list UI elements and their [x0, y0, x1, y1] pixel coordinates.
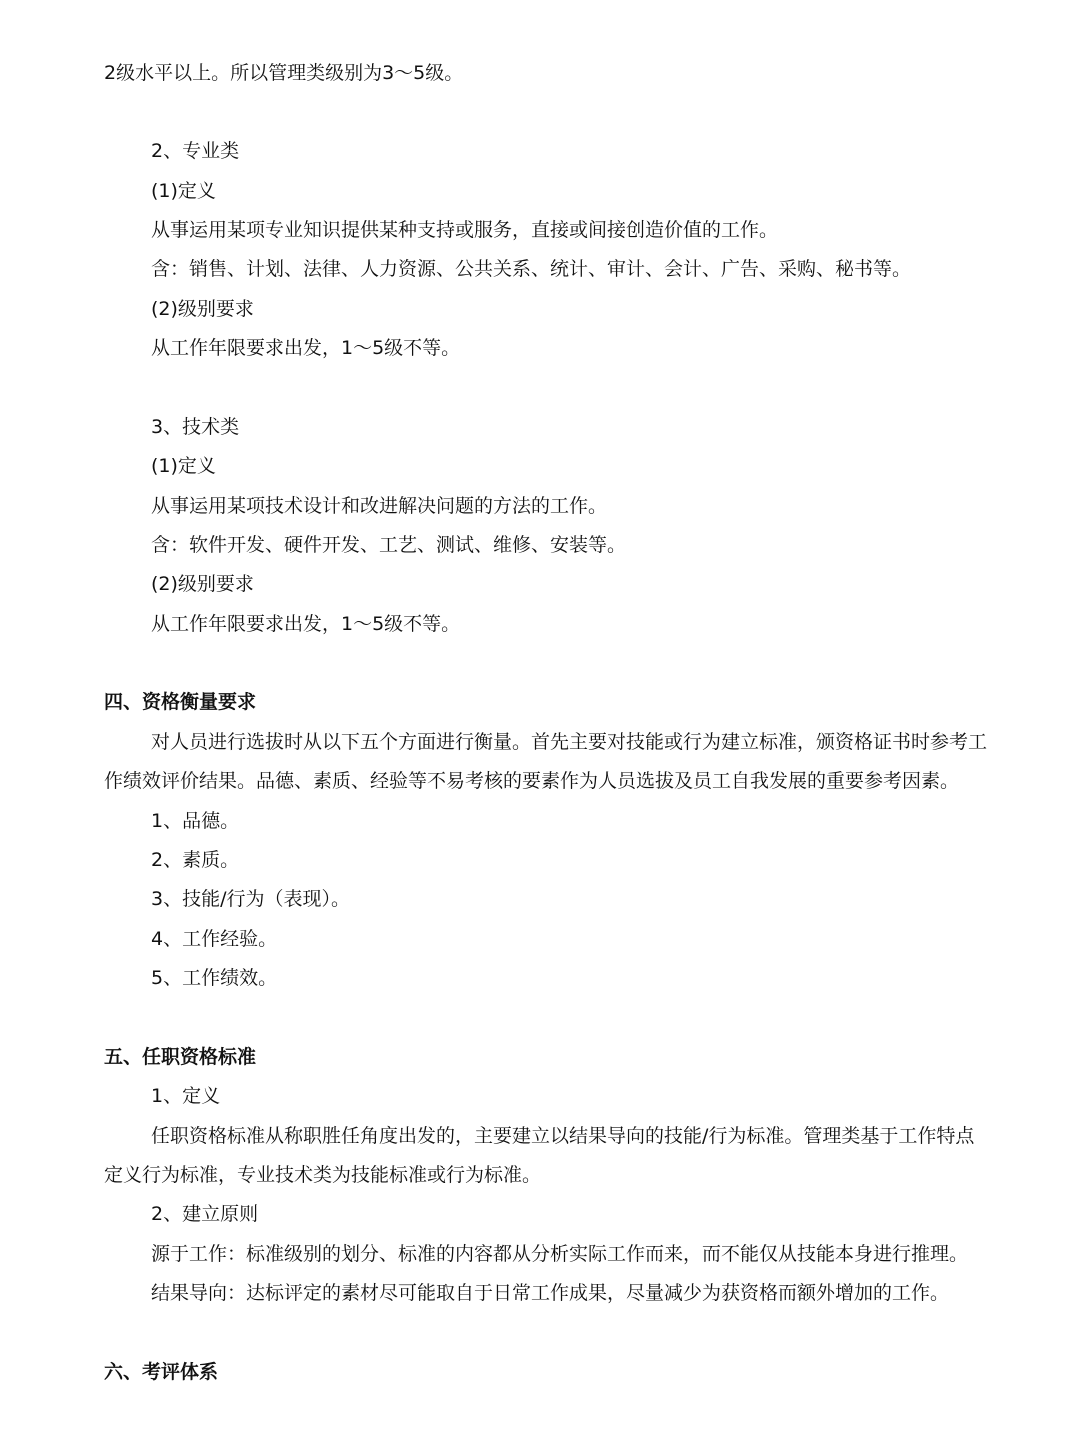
section5-principle-2: 结果导向：达标评定的素材尽可能取自于日常工作成果，尽量减少为获资格而额外增加的工作。 — [151, 1282, 950, 1304]
technical-def-text: 从事运用某项技术设计和改进解决问题的方法的工作。 — [151, 495, 608, 517]
intro-line: 2级水平以上。所以管理类级别为3～5级。 — [104, 62, 464, 84]
section6-heading: 六、考评体系 — [104, 1361, 219, 1383]
professional-def-text: 从事运用某项专业知识提供某种支持或服务，直接或间接创造价值的工作。 — [151, 219, 779, 241]
section5-heading: 五、任职资格标准 — [104, 1046, 257, 1068]
list-item: 5、工作绩效。 — [151, 967, 278, 989]
section5-def-line1: 任职资格标准从称职胜任角度出发的，主要建立以结果导向的技能/行为标准。管理类基于工作特点 — [151, 1125, 975, 1147]
section4-para-line1: 对人员进行选拔时从以下五个方面进行衡量。首先主要对技能或行为建立标准，颁资格证书时参考工 — [151, 731, 988, 753]
technical-level-label: (2)级别要求 — [151, 573, 254, 595]
list-item: 3、技能/行为（表现）。 — [151, 888, 350, 910]
section5-def-line2: 定义行为标准，专业技术类为技能标准或行为标准。 — [104, 1164, 542, 1186]
professional-includes: 含：销售、计划、法律、人力资源、公共关系、统计、审计、会计、广告、采购、秘书等。 — [151, 258, 912, 280]
professional-level-label: (2)级别要求 — [151, 298, 254, 320]
list-item: 1、品德。 — [151, 810, 240, 832]
technical-def-label: (1)定义 — [151, 455, 216, 477]
technical-includes: 含：软件开发、硬件开发、工艺、测试、维修、安装等。 — [151, 534, 627, 556]
list-item: 4、工作经验。 — [151, 928, 278, 950]
section4-para-line2: 作绩效评价结果。品德、素质、经验等不易考核的要素作为人员选拔及员工自我发展的重要参考因素。 — [104, 770, 960, 792]
section5-principle-label: 2、建立原则 — [151, 1203, 259, 1225]
list-item: 2、素质。 — [151, 849, 240, 871]
technical-title: 3、技术类 — [151, 416, 240, 438]
section5-principle-1: 源于工作：标准级别的划分、标准的内容都从分析实际工作而来，而不能仅从技能本身进行推理。 — [151, 1243, 969, 1265]
technical-level-text: 从工作年限要求出发，1～5级不等。 — [151, 613, 461, 635]
section4-heading: 四、资格衡量要求 — [104, 691, 257, 713]
professional-level-text: 从工作年限要求出发，1～5级不等。 — [151, 337, 461, 359]
professional-def-label: (1)定义 — [151, 180, 216, 202]
section5-def-label: 1、定义 — [151, 1085, 221, 1107]
professional-title: 2、专业类 — [151, 140, 240, 162]
